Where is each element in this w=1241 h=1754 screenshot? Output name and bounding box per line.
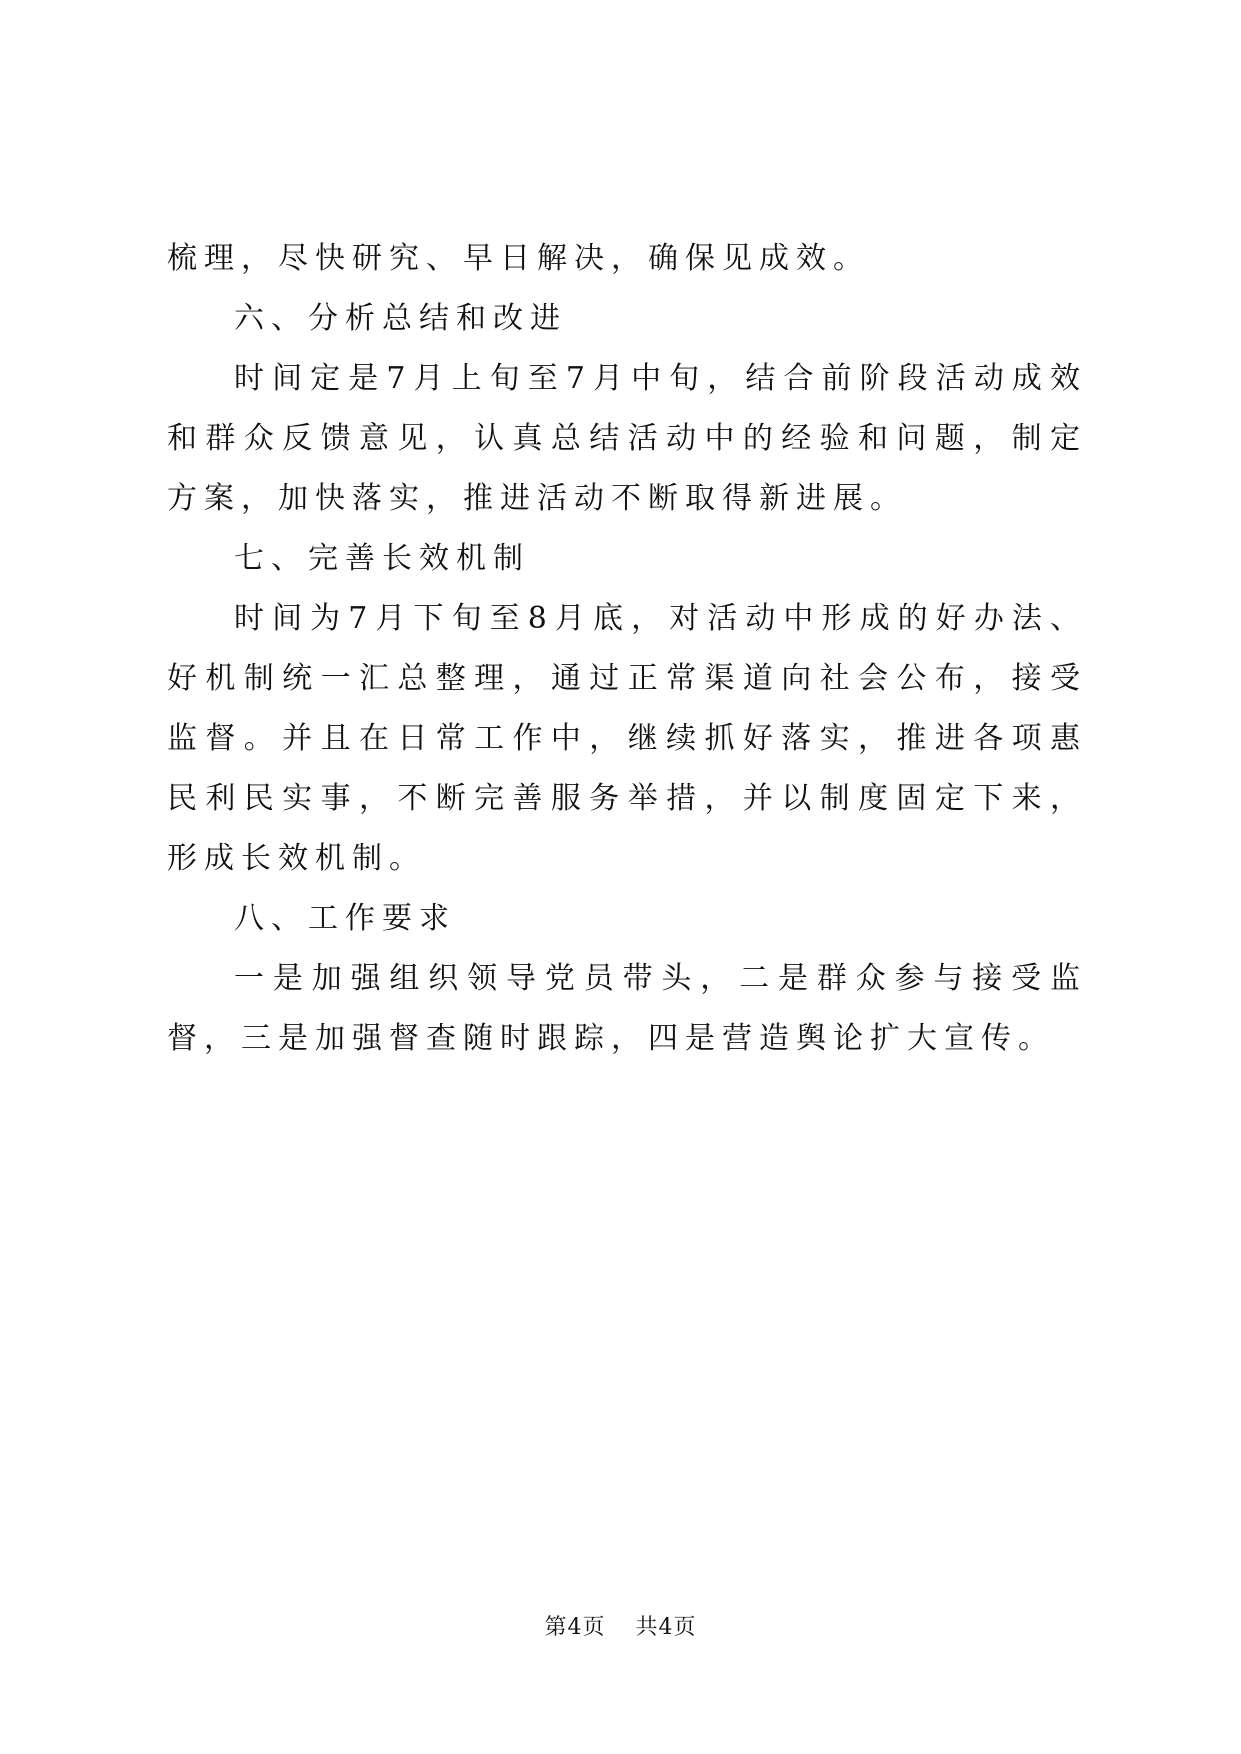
page-number-total: 共4页 xyxy=(635,1615,697,1640)
section-heading-eight: 八、工作要求 xyxy=(234,901,456,936)
section-heading-six: 六、分析总结和改进 xyxy=(234,301,567,336)
section-heading-seven: 七、完善长效机制 xyxy=(234,541,530,576)
continuation-paragraph: 梳理，尽快研究、早日解决，确保见成效。 xyxy=(167,241,870,276)
section-seven-paragraph: 时间为7月下旬至8月底，对活动中形成的好办法、好机制统一汇总整理，通过正常渠道向社会公布，接受监督。并且在日常工作中，继续抓好落实，推进各项惠民利民实事，不断完善服务举措，并以制度固定下来，形成长效机制。 xyxy=(167,601,1087,876)
page-number-current: 第4页 xyxy=(544,1615,606,1640)
section-six-paragraph: 时间定是7月上旬至7月中旬，结合前阶段活动成效和群众反馈意见，认真总结活动中的经验和问题，制定方案，加快落实，推进活动不断取得新进展。 xyxy=(167,361,1087,516)
document-body xyxy=(167,229,1087,1069)
page-footer xyxy=(0,1613,1241,1643)
section-eight-paragraph: 一是加强组织领导党员带头，二是群众参与接受监督，三是加强督查随时跟踪，四是营造舆论扩大宣传。 xyxy=(167,961,1087,1056)
